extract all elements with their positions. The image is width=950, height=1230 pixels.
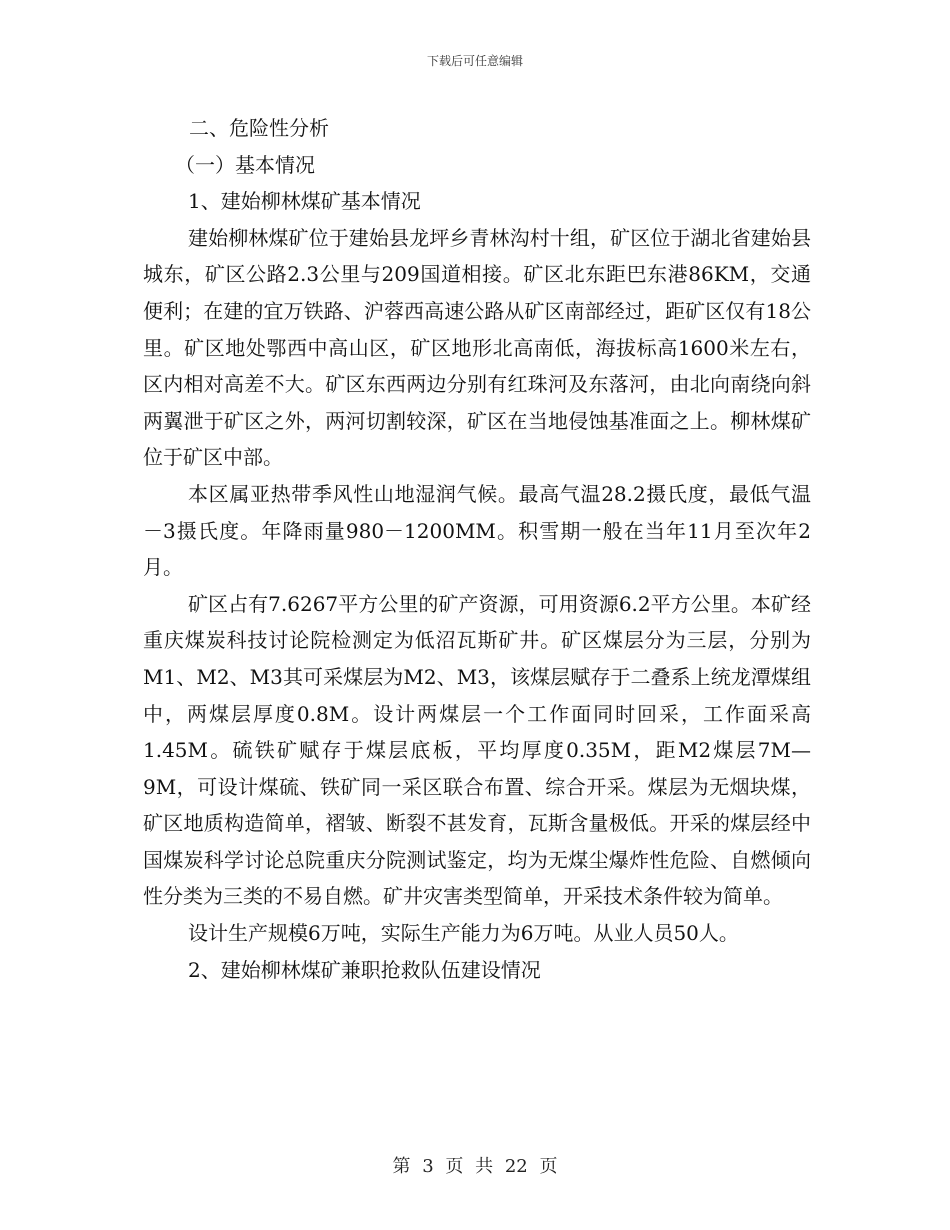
item-1-title: 1、建始柳林煤矿基本情况 [188,189,421,214]
paragraph-climate: 本区属亚热带季风性山地湿润气候。最高气温28.2摄氏度，最低气温－3摄氏度。年降雨量980－1200MM。积雪期一般在当年11月至次年2月。 [143,481,811,580]
document-body [143,110,811,988]
paragraph-location: 建始柳林煤矿位于建始县龙坪乡青林沟村十组，矿区位于湖北省建始县城东，矿区公路2.3公里与209国道相接。矿区北东距巴东港86KM，交通便利；在建的宜万铁路、沪蓉西高速公路从矿区南部经过，距矿区仅有18公里。矿区地处鄂西中高山区，矿区地形北高南低，海拔标高1600米左右，区内相对高差不大。矿区东西两边分别有红珠河及东落河，由北向南绕向斜两翼泄于矿区之外，两河切割较深，矿区在当地侵蚀基准面之上。柳林煤矿位于矿区中部。 [143,225,811,470]
item-2-title: 2、建始柳林煤矿兼职抢救队伍建设情况 [188,957,541,982]
page-number: 第 3 页 共 22 页 [392,1156,558,1177]
page-header: 下载后可任意编辑 [426,54,523,68]
paragraph-capacity: 设计生产规模6万吨，实际生产能力为6万吨。从业人员50人。 [188,921,739,946]
subsection-title: （一）基本情况 [175,152,315,177]
paragraph-resources: 矿区占有7.6267平方公里的矿产资源，可用资源6.2平方公里。本矿经重庆煤炭科技讨论院检测定为低沼瓦斯矿井。矿区煤层分为三层，分别为M1、M2、M3其可采煤层为M2、M3，该煤层赋存于二叠系上统龙潭煤组中，两煤层厚度0.8M。设计两煤层一个工作面同时回采，工作面采高1.45M。硫铁矿赋存于煤层底板，平均厚度0.35M，距M2煤层7M—9M，可设计煤硫、铁矿同一采区联合布置、综合开采。煤层为无烟块煤，矿区地质构造简单，褶皱、断裂不甚发育，瓦斯含量极低。开采的煤层经中国煤炭科学讨论总院重庆分院测试鉴定，均为无煤尘爆炸性危险、自燃倾向性分类为三类的不易自燃。矿井灾害类型简单，开采技术条件较为简单。 [143,591,811,909]
section-title: 二、危险性分析 [189,116,329,140]
